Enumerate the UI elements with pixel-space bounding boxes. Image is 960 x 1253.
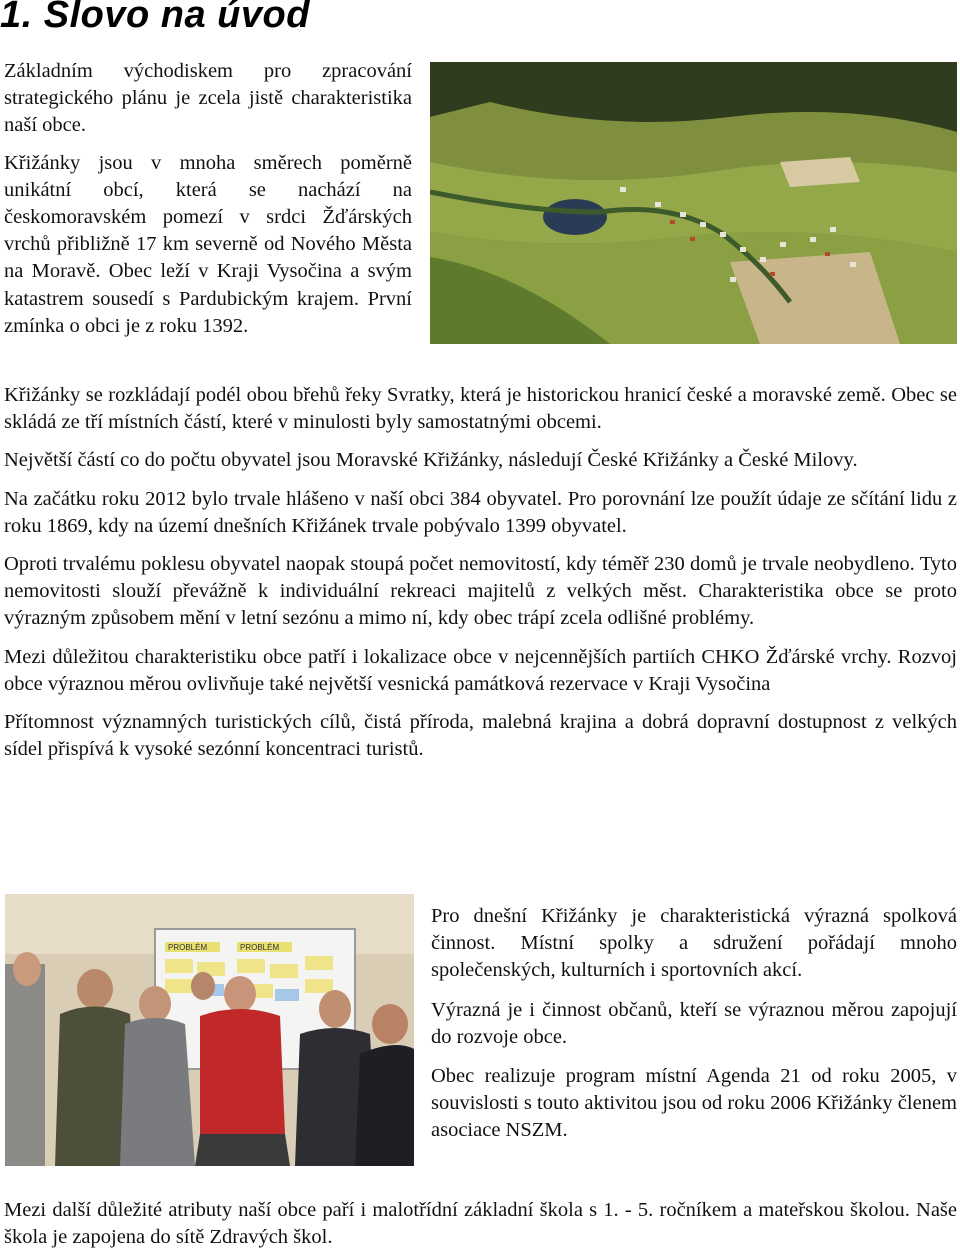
meeting-photo-graphic — [5, 894, 414, 1166]
page-title: 1. Slovo na úvod — [0, 0, 310, 36]
footer-paragraph: Mezi další důležité atributy naší obce paří i malotřídní základní škola s 1. - 5. ročníkem a mateřskou školou. Naše škola je zapojena do sítě Zdravých škol. — [4, 1199, 957, 1249]
side-paragraph-3: Obec realizuje program místní Agenda 21 od roku 2005, v souvislosti s touto aktivitou jsou od roku 2006 Křižánky členem asociace NSZM. — [431, 1065, 957, 1142]
body-paragraph-6: Přítomnost významných turistických cílů, čistá příroda, malebná krajina a dobrá dopravní dostupnost z velkých sídel přispívá k vysoké sezónní koncentraci turistů. — [4, 711, 957, 761]
side-paragraph-2: Výrazná je i činnost občanů, kteří se výraznou měrou zapojují do rozvoje obce. — [431, 998, 957, 1048]
intro-column — [4, 58, 412, 340]
body-paragraph-4: Oproti trvalému poklesu obyvatel naopak stoupá počet nemovitostí, kdy téměř 230 domů je trvale neobydleno. Tyto nemovitosti slouží převážně k individuální rekreaci majitelů z velkých měst. Charakteristika obce se proto výrazným způsobem mění v letní sezónu a mimo ní, kdy obec trápí zcela odlišné problémy. — [4, 553, 957, 630]
aerial-village-photo — [430, 62, 957, 344]
aerial-photo-graphic — [430, 62, 957, 344]
footer-text — [4, 1197, 957, 1251]
community-meeting-photo — [5, 894, 414, 1166]
body-paragraph-3: Na začátku roku 2012 bylo trvale hlášeno v naší obci 384 obyvatel. Pro porovnání lze použít údaje ze sčítání lidu z roku 1869, kdy na území dnešních Křižánek trvale pobývalo 1399 obyvatel. — [4, 487, 957, 537]
body-paragraph-1: Křižánky se rozkládají podél obou břehů řeky Svratky, která je historickou hranicí české a moravské země. Obec se skládá ze tří místních částí, které v minulosti byly samostatnými obcemi. — [4, 384, 957, 434]
intro-paragraph-1: Základním východiskem pro zpracování strategického plánu je zcela jistě charakteristika naší obce. — [4, 60, 412, 137]
body-paragraph-5: Mezi důležitou charakteristiku obce patří i lokalizace obce v nejcennějších partiích CHKO Žďárské vrchy. Rozvoj obce výraznou měrou ovlivňuje také největší vesnická památková rezervace v Kraji Vysočina — [4, 645, 957, 695]
body-text — [4, 382, 957, 763]
board-label-1: PROBLÉM — [168, 943, 208, 952]
board-label-2: PROBLÉM — [240, 943, 280, 952]
intro-paragraph-2: Křižánky jsou v mnoha směrech poměrně unikátní obcí, která se nachází na českomoravském pomezí v srdci Žďárských vrchů přibližně 17 km severně od Nového Města na Moravě. Obec leží v Kraji Vysočina a svým katastrem sousedí s Pardubickým krajem. První zmínka o obci je z roku 1392. — [4, 151, 412, 337]
body-paragraph-2: Největší částí co do počtu obyvatel jsou Moravské Křižánky, následují České Křižánky a České Milovy. — [4, 449, 858, 472]
side-column — [431, 903, 957, 1145]
side-paragraph-1: Pro dnešní Křižánky je charakteristická výrazná spolková činnost. Místní spolky a sdružení pořádají mnoho společenských, kulturních i sportovních akcí. — [431, 905, 957, 982]
